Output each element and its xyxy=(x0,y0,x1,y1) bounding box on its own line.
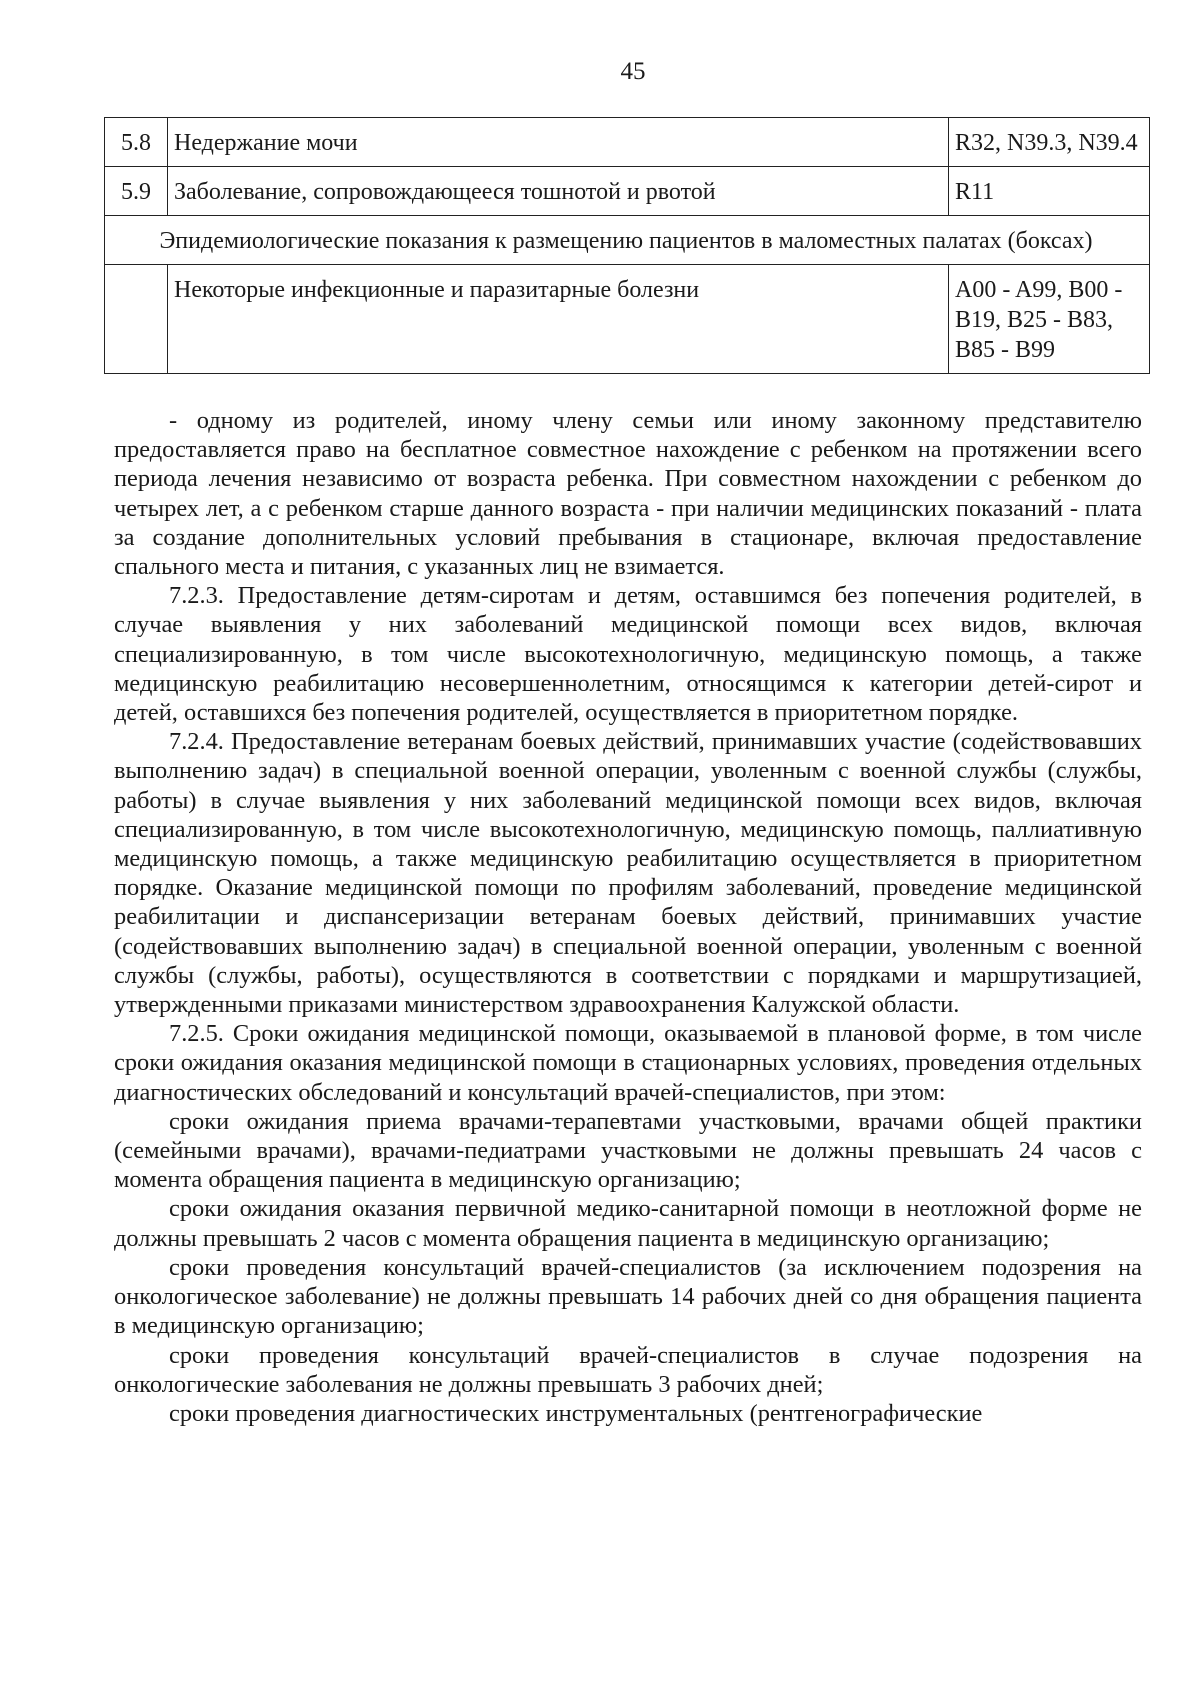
table-row xyxy=(105,118,1150,167)
paragraph: 7.2.5. Сроки ожидания медицинской помощи, оказываемой в плановой форме, в том числе сроки ожидания оказания медицинской помощи в стационарных условиях, проведения отдельных диагностических обследований и консультаций врачей-специалистов, при этом: xyxy=(114,1020,1142,1106)
table-row xyxy=(105,265,1150,374)
table-section-header xyxy=(105,216,1150,265)
page-number: 45 xyxy=(620,58,646,85)
paragraph: сроки ожидания приема врачами-терапевтами участковыми, врачами общей практики (семейными врачами), врачами-педиатрами участковыми не должны превышать 24 часов с момента обращения пациента в медицинскую организацию; xyxy=(114,1107,1142,1194)
paragraph: - одному из родителей, иному члену семьи или иному законному представителю предоставляется право на бесплатное совместное нахождение с ребенком на протяжении всего периода лечения независимо от возраста ребенка. При совместном нахождении с ребенком до четырех лет, а с ребенком старше данного возраста - при наличии медицинских показаний - плата за создание дополнительных условий пребывания в стационаре, включая предоставление спального места и питания, с указанных лиц не взимается. xyxy=(114,407,1142,581)
icd-codes: A00 - A99, B00 - B19, B25 - B83, B85 - B99 xyxy=(949,265,1150,374)
body-text xyxy=(114,406,1142,1428)
diagnosis-name: Недержание мочи xyxy=(168,118,949,167)
diagnosis-table xyxy=(104,117,1150,374)
row-number: 5.9 xyxy=(105,167,168,216)
paragraph: сроки проведения консультаций врачей-специалистов в случае подозрения на онкологические заболевания не должны превышать 3 рабочих дней; xyxy=(114,1341,1142,1398)
paragraph: 7.2.4. Предоставление ветеранам боевых действий, принимавших участие (содействовавших выполнению задач) в специальной военной операции, уволенным с военной службы (службы, работы) в случае выявления у них заболеваний медицинской помощи всех видов, включая специализированную, в том числе высокотехнологичную, медицинскую помощь, паллиативную медицинскую помощь, а также медицинскую реабилитацию осуществляется в приоритетном порядке. Оказание медицинской помощи по профилям заболеваний, проведение медицинской реабилитации и диспансеризации ветеранам боевых действий, принимавших участие (содействовавших выполнению задач) в специальной военной операции, уволенным с военной службы (службы, работы), осуществляются в соответствии с порядками и маршрутизацией, утвержденными приказами министерством здравоохранения Калужской области. xyxy=(114,728,1142,1019)
section-header-text: Эпидемиологические показания к размещению пациентов в маломестных палатах (боксах) xyxy=(105,216,1150,265)
paragraph: 7.2.3. Предоставление детям-сиротам и детям, оставшимся без попечения родителей, в случае выявления у них заболеваний медицинской помощи всех видов, включая специализированную, в том числе высокотехнологичную, медицинскую помощь, а также медицинскую реабилитацию несовершеннолетним, относящимся к категории детей-сирот и детей, оставшихся без попечения родителей, осуществляется в приоритетном порядке. xyxy=(114,582,1142,727)
paragraph: сроки проведения консультаций врачей-специалистов (за исключением подозрения на онкологическое заболевание) не должны превышать 14 рабочих дней со дня обращения пациента в медицинскую организацию; xyxy=(114,1253,1142,1340)
icd-codes: R32, N39.3, N39.4 xyxy=(949,118,1150,167)
diagnosis-name: Заболевание, сопровождающееся тошнотой и рвотой xyxy=(168,167,949,216)
diagnosis-name: Некоторые инфекционные и паразитарные болезни xyxy=(168,265,949,374)
row-number xyxy=(105,265,168,374)
icd-codes: R11 xyxy=(949,167,1150,216)
paragraph: сроки проведения диагностических инструментальных (рентгенографические xyxy=(169,1399,983,1427)
paragraph: сроки ожидания оказания первичной медико-санитарной помощи в неотложной форме не должны превышать 2 часов с момента обращения пациента в медицинскую организацию; xyxy=(114,1195,1142,1252)
row-number: 5.8 xyxy=(105,118,168,167)
table-row xyxy=(105,167,1150,216)
